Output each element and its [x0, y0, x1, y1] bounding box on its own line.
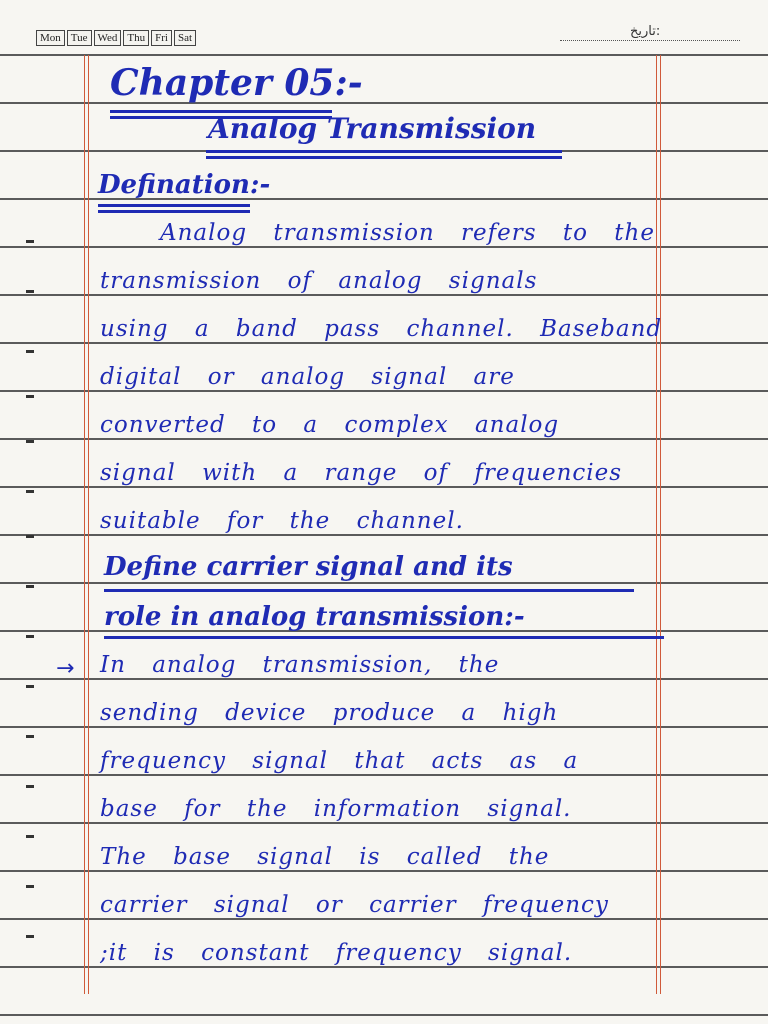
definition-line: digital or analog signal are [100, 364, 515, 390]
left-margin-line-inner [88, 55, 89, 994]
day-mon: Mon [36, 30, 65, 46]
date-line [560, 40, 740, 41]
day-wed: Wed [94, 30, 122, 46]
answer-line: frequency signal that acts as a [100, 748, 579, 774]
answer-line: base for the information signal. [100, 796, 572, 822]
binding-tick [26, 835, 34, 838]
answer-line: ;it is constant frequency signal. [100, 940, 573, 966]
definition-heading: Defination:- [98, 170, 271, 200]
date-label: تاریخ: [630, 24, 661, 39]
right-margin-line [656, 55, 657, 994]
binding-tick [26, 395, 34, 398]
subtitle-underline [206, 150, 562, 153]
day-tue: Tue [67, 30, 92, 46]
binding-tick [26, 490, 34, 493]
answer-line: The base signal is called the [100, 844, 550, 870]
binding-tick [26, 785, 34, 788]
question-heading-line-2: role in analog transmission:- [104, 602, 525, 632]
binding-tick [26, 240, 34, 243]
day-thu: Thu [123, 30, 149, 46]
binding-tick [26, 885, 34, 888]
chapter-title: Chapter 05:- [110, 62, 363, 104]
binding-tick [26, 585, 34, 588]
definition-line: signal with a range of frequencies [100, 460, 623, 486]
definition-line: transmission of analog signals [100, 268, 538, 294]
definition-heading-underline-2 [98, 210, 250, 213]
binding-tick [26, 685, 34, 688]
weekday-boxes [36, 30, 196, 46]
arrow-icon: → [56, 656, 75, 681]
question-heading-line-1: Define carrier signal and its [104, 552, 513, 582]
binding-tick [26, 350, 34, 353]
left-margin-line [84, 55, 85, 994]
answer-line: sending device produce a high [100, 700, 559, 726]
binding-tick [26, 290, 34, 293]
definition-heading-underline [98, 204, 250, 207]
question-heading-underline-2 [104, 636, 664, 639]
question-heading-underline-1 [104, 589, 634, 592]
binding-tick [26, 735, 34, 738]
right-margin-line-inner [660, 55, 661, 994]
subtitle-underline-2 [206, 156, 562, 159]
day-sat: Sat [174, 30, 196, 46]
binding-tick [26, 535, 34, 538]
day-fri: Fri [151, 30, 172, 46]
binding-tick [26, 635, 34, 638]
definition-line: converted to a complex analog [100, 412, 560, 438]
binding-tick [26, 440, 34, 443]
answer-line: carrier signal or carrier frequency [100, 892, 609, 918]
definition-line: suitable for the channel. [100, 508, 464, 534]
answer-line: In analog transmission, the [100, 652, 500, 678]
definition-line: Analog transmission refers to the [160, 220, 655, 246]
definition-line: using a band pass channel. Baseband [100, 316, 663, 342]
chapter-subtitle: Analog Transmission [208, 112, 537, 145]
binding-tick [26, 935, 34, 938]
